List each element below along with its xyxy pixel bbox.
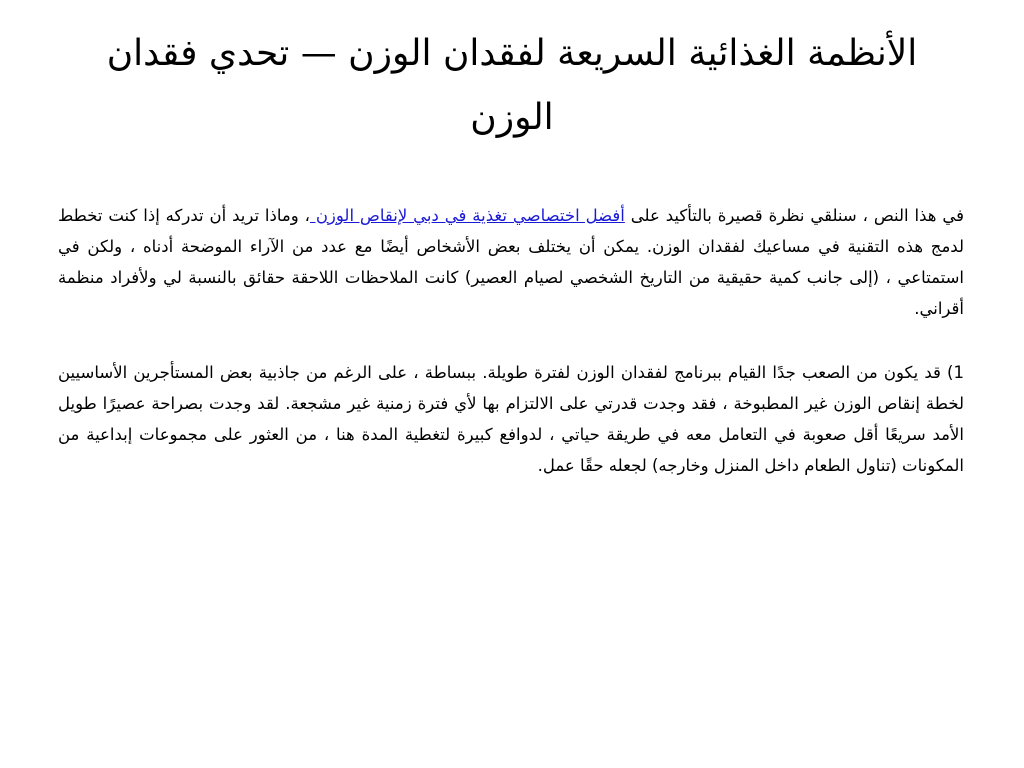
- slide-body: [58, 200, 964, 514]
- slide-title: الأنظمة الغذائية السريعة لفقدان الوزن — تحدي فقدان الوزن: [106, 33, 918, 138]
- paragraph-intro-start: في هذا النص ، سنلقي نظرة قصيرة بالتأكيد على: [624, 206, 964, 225]
- dietitian-link[interactable]: أفضل اختصاصي تغذية في دبي لإنقاص الوزن: [309, 206, 625, 225]
- paragraph-intro-end: ، وماذا تريد أن تدركه إذا كنت تخطط لدمج هذه التقنية في مساعيك لفقدان الوزن. يمكن أن يختلف بعض الأشخاص أيضًا مع عدد من الآراء الموضحة أدناه ، ولكن في استمتاعي ، (إلى جانب كمية حقيقية من التاريخ الشخصي لصيام العصير) كانت الملاحظات اللاحقة حقائق بالنسبة لي ولأفراد منظمة أقراني.: [58, 206, 964, 318]
- paragraph-intro: [58, 200, 964, 324]
- paragraph-point-1: 1) قد يكون من الصعب جدًا القيام ببرنامج لفقدان الوزن لفترة طويلة. ببساطة ، على الرغم من جاذبية بعض المستأجرين الأساسيين لخطة إنقاص الوزن غير المطبوخة ، فقد وجدت قدرتي على الالتزام بها لأي فترة زمنية غير مشجعة. لقد وجدت بصراحة عصيرًا طويل الأمد سريعًا أقل صعوبة في التعامل معه في طريقة حياتي ، لدوافع كبيرة لتغطية المدة هنا ، من العثور على مجموعات إبداعية من المكونات (تناول الطعام داخل المنزل وخارجه) لجعله حقًا عمل.: [58, 363, 964, 475]
